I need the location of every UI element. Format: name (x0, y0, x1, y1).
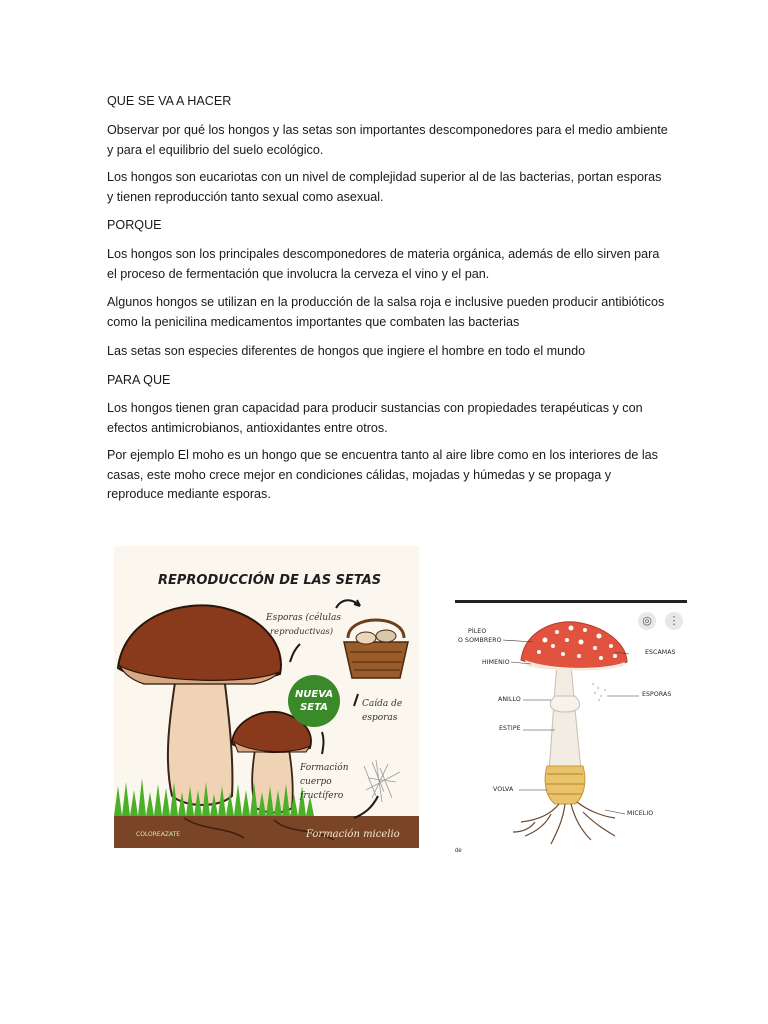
big-mushroom-cap (118, 605, 281, 681)
label-esporas-line2: reproductivas) (270, 627, 334, 637)
lens-icon: ◎ (642, 615, 652, 627)
arrow-to-micelio (354, 796, 378, 818)
heading-porque: PORQUE (107, 218, 162, 232)
paragraph-porque-1: Los hongos son los principales descomponedores de materia orgánica, además de ello sirven para el proceso de fermentación que involucra la cerveza el vino y el pan. (107, 247, 660, 281)
heading-que-se-va-a-hacer: QUE SE VA A HACER (107, 94, 232, 108)
label-estipe: ESTIPE (499, 725, 521, 732)
paragraph-paraque-2: Por ejemplo El moho es un hongo que se encuentra tanto al aire libre como en los interiores de las casas, este moho crece mejor en condiciones cálidas, mojadas y húmedas y se propaga y reproduce mediante esporas. (107, 448, 658, 501)
label-formacion-line1: Formación (300, 763, 349, 773)
paragraph-que-2: Los hongos son eucariotas con un nivel de complejidad superior al de las bacterias, portan esporas y tienen reproducción tanto sexual como asexual. (107, 170, 662, 204)
paragraph-porque-3: Las setas son especies diferentes de hongos que ingiere el hombre en todo el mundo (107, 344, 586, 358)
heading-para-que: PARA QUE (107, 373, 171, 387)
label-caida-line2: esporas (362, 713, 398, 723)
label-esporas: ESPORAS (642, 691, 672, 698)
badge-text-line2: SETA (300, 702, 328, 713)
label-escamas: ESCAMAS (645, 649, 676, 656)
label-micelio: MICELIO (627, 810, 654, 817)
label-formacion-micelio: Formación micelio (306, 829, 400, 840)
label-pileo-1: PÍLEO (468, 628, 487, 635)
arrow-esporas-down (290, 644, 300, 662)
figure-reproduccion-setas (114, 546, 419, 848)
figure1-title: REPRODUCCIÓN DE LAS SETAS (158, 573, 382, 588)
lens-button[interactable] (638, 612, 656, 630)
more-options-button[interactable] (665, 612, 683, 630)
figure-reproduccion-illustration (114, 546, 419, 848)
nueva-seta-badge (288, 675, 340, 727)
figure2-top-border (455, 600, 687, 603)
badge-text-line1: NUEVA (294, 689, 334, 700)
paragraph-porque-2: Algunos hongos se utilizan en la producción de la salsa roja e inclusive pueden producir antibióticos como la penicilina medicamentos importantes que combaten las bacterias (107, 295, 665, 329)
anatomy-spores (592, 683, 606, 701)
label-formacion-line3: fructífero (300, 791, 344, 801)
paragraph-que-1: Observar por qué los hongos y las setas son importantes descomponedores para el medio ambiente y para el equilibrio del suelo ecológico. (107, 123, 668, 157)
basket-icon (344, 620, 408, 678)
label-formacion-line2: cuerpo (300, 777, 332, 787)
label-himenio: HIMENIO (482, 659, 510, 666)
mycelium-sketch (364, 760, 400, 802)
big-mushroom-stem (168, 676, 233, 805)
stray-mark: de (455, 848, 462, 854)
arrow-formacion-up (322, 732, 324, 754)
label-anillo: ANILLO (498, 696, 521, 703)
brand-mark: COLOREAZATE (136, 831, 181, 838)
anatomy-ring (550, 696, 579, 712)
label-caida-line1: Caída de (362, 699, 403, 709)
paragraph-paraque-1: Los hongos tienen gran capacidad para producir sustancias con propiedades terapéuticas y con efectos antimicrobianos, antioxidantes entre otros. (107, 401, 643, 435)
label-esporas-line1: Esporas (células (266, 613, 341, 623)
label-pileo-2: O SOMBRERO (458, 637, 502, 644)
anatomy-mycelium (513, 802, 615, 844)
more-vertical-icon: ⋮ (668, 615, 680, 627)
arrow-caida (354, 694, 358, 706)
label-volva: VOLVA (493, 786, 514, 793)
